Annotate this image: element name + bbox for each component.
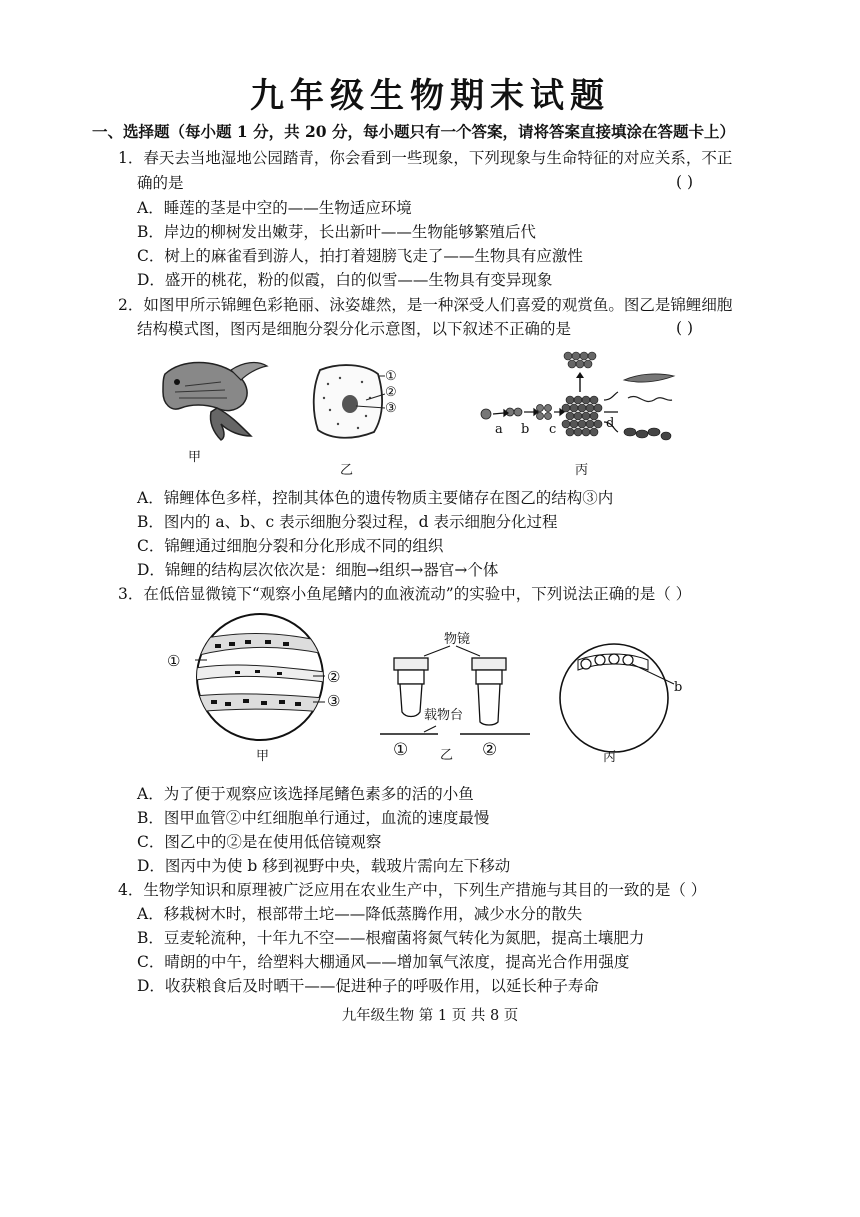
q2-option-d: D．锦鲤的结构层次依次是：细胞→组织→器官→个体 bbox=[137, 561, 499, 579]
q1-stem-line1: 1．春天去当地湿地公园踏青，你会看到一些现象，下列现象与生命特征的对应关系，不正 bbox=[118, 149, 733, 167]
q2-option-b: B．图内的 a、b、c 表示细胞分裂过程，d 表示细胞分化过程 bbox=[137, 513, 558, 531]
koi-fish-figure bbox=[155, 352, 270, 442]
q1-option-a: A．睡莲的茎是中空的——生物适应环境 bbox=[137, 199, 412, 217]
q1-option-c: C．树上的麻雀看到游人，拍打着翅膀飞走了——生物具有应激性 bbox=[137, 247, 583, 265]
page-title: 九年级生物期末试题 bbox=[250, 76, 610, 116]
objective-lens-figure bbox=[380, 640, 530, 740]
cell-division-figure bbox=[478, 350, 678, 450]
q3-fig-label-yi: 乙 bbox=[440, 748, 454, 763]
lens-mark-2: ② bbox=[482, 740, 498, 760]
q4-option-a: A．移栽树木时，根部带土坨——降低蒸腾作用，减少水分的散失 bbox=[137, 905, 583, 923]
process-mark-b: b bbox=[521, 422, 530, 437]
q2-fig-label-jia: 甲 bbox=[188, 450, 202, 465]
objective-lens-label: 物镜 bbox=[444, 632, 471, 647]
page-footer: 九年级生物 第 1 页 共 8 页 bbox=[341, 1008, 519, 1024]
q1-option-b: B．岸边的柳树发出嫩芽，长出新叶——生物能够繁殖后代 bbox=[137, 223, 536, 241]
q2-fig-label-yi: 乙 bbox=[340, 463, 354, 478]
q2-option-a: A．锦鲤体色多样，控制其体色的遗传物质主要储存在图乙的结构③内 bbox=[137, 489, 614, 507]
process-mark-a: a bbox=[495, 422, 503, 437]
q3-fig-label-jia: 甲 bbox=[256, 749, 270, 764]
vessel-mark-3: ③ bbox=[327, 692, 341, 710]
point-mark-b: b bbox=[674, 680, 683, 695]
q1-stem-line2: 确的是 bbox=[137, 174, 184, 192]
field-of-view-figure bbox=[556, 640, 681, 755]
q2-stem-line1: 2．如图甲所示锦鲤色彩艳丽、泳姿雄然，是一种深受人们喜爱的观赏鱼。图乙是锦鲤细胞 bbox=[118, 296, 733, 314]
process-mark-d: d bbox=[606, 416, 615, 431]
blood-flow-figure bbox=[195, 612, 325, 742]
vessel-mark-2: ② bbox=[327, 668, 341, 686]
q3-option-a: A．为了便于观察应该选择尾鳍色素多的活的小鱼 bbox=[137, 785, 474, 803]
q1-answer-paren: ( ) bbox=[676, 173, 694, 191]
q4-option-b: B．豆麦轮流种，十年九不空——根瘤菌将氮气转化为氮肥，提高土壤肥力 bbox=[137, 929, 645, 947]
lens-mark-1: ① bbox=[393, 740, 409, 760]
cell-mark-3: ③ bbox=[385, 401, 397, 416]
section-heading: 一、选择题（每小题 1 分，共 20 分，每小题只有一个答案，请将答案直接填涂在答题卡上） bbox=[92, 122, 735, 141]
cell-structure-figure bbox=[310, 360, 385, 442]
q2-answer-paren: ( ) bbox=[676, 319, 694, 337]
q3-stem-line1: 3．在低倍显微镜下“观察小鱼尾鳍内的血液流动”的实验中，下列说法正确的是（ ） bbox=[118, 585, 692, 603]
q2-stem-line2: 结构模式图，图丙是细胞分裂分化示意图，以下叙述不正确的是 bbox=[137, 320, 572, 338]
q2-fig-label-bing: 丙 bbox=[575, 463, 589, 478]
q3-fig-label-bing: 丙 bbox=[603, 750, 617, 765]
cell-mark-1: ① bbox=[385, 369, 397, 384]
q3-option-b: B．图甲血管②中红细胞单行通过，血流的速度最慢 bbox=[137, 809, 490, 827]
stage-label: 载物台 bbox=[424, 708, 464, 723]
cell-mark-2: ② bbox=[385, 385, 397, 400]
process-mark-c: c bbox=[549, 422, 557, 437]
q4-stem-line1: 4．生物学知识和原理被广泛应用在农业生产中，下列生产措施与其目的一致的是（ ） bbox=[118, 881, 707, 899]
q3-option-d: D．图丙中为使 b 移到视野中央，载玻片需向左下移动 bbox=[137, 857, 511, 875]
q4-option-c: C．晴朗的中午，给塑料大棚通风——增加氧气浓度，提高光合作用强度 bbox=[137, 953, 630, 971]
q4-option-d: D．收获粮食后及时晒干——促进种子的呼吸作用，以延长种子寿命 bbox=[137, 977, 599, 995]
vessel-mark-1: ① bbox=[167, 652, 181, 670]
q2-option-c: C．锦鲤通过细胞分裂和分化形成不同的组织 bbox=[137, 537, 444, 555]
q3-option-c: C．图乙中的②是在使用低倍镜观察 bbox=[137, 833, 382, 851]
q1-option-d: D．盛开的桃花，粉的似霞，白的似雪——生物具有变异现象 bbox=[137, 271, 553, 289]
